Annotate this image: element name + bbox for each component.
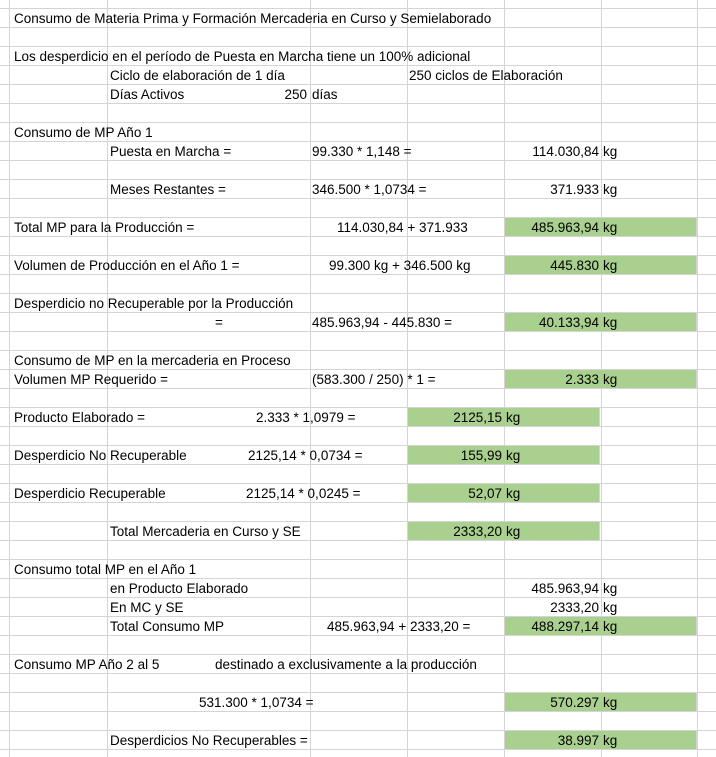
elaborado-total-value: 485.963,94 — [531, 581, 599, 596]
meses-value: 371.933 — [550, 182, 599, 197]
desperdicio-heading: Desperdicio no Recuperable por la Producción — [14, 296, 294, 311]
puesta-label: Puesta en Marcha = — [110, 144, 232, 159]
volumen-value: 445.830 — [550, 258, 599, 273]
puesta-unit: kg — [603, 144, 618, 159]
gridline-column — [310, 0, 311, 757]
year2-5-note: destinado a exclusivamente a la producción — [215, 657, 477, 672]
mc-total-value: 2333,20 — [550, 600, 599, 615]
meses-unit: kg — [603, 182, 618, 197]
no-recuperable-unit: kg — [506, 448, 521, 463]
puesta-value: 114.030,84 — [532, 144, 599, 159]
meses-label: Meses Restantes = — [110, 182, 226, 197]
total-mp-unit: kg — [603, 220, 618, 235]
year2-5-formula: 531.300 * 1,0734 = — [199, 695, 314, 710]
volumen-mp-value: 2.333 — [565, 372, 599, 387]
ciclo-value: 250 ciclos de Elaboración — [409, 68, 563, 83]
dias-value: 250 — [284, 87, 307, 102]
total-mp-label: Total MP para la Producción = — [14, 220, 195, 235]
elaborado-unit: kg — [506, 410, 521, 425]
desperdicios-label: Desperdicios No Recuperables = — [110, 733, 308, 748]
meses-formula: 346.500 * 1,0734 = — [312, 182, 427, 197]
volumen-formula: 99.300 kg + 346.500 kg — [329, 258, 471, 273]
year1-heading: Consumo de MP Año 1 — [14, 125, 153, 140]
total-consumo-label: Total Consumo MP — [110, 619, 225, 634]
volumen-mp-unit: kg — [603, 372, 618, 387]
desperdicios-value: 38.997 — [557, 733, 599, 748]
no-recuperable-formula: 2125,14 * 0,0734 = — [248, 448, 363, 463]
total-mp-formula: 114.030,84 + 371.933 — [337, 220, 468, 235]
recuperable-formula: 2125,14 * 0,0245 = — [246, 486, 361, 501]
elaborado-formula: 2.333 * 1,0979 = — [256, 410, 356, 425]
volumen-mp-label: Volumen MP Requerido = — [14, 372, 168, 387]
no-recuperable-label: Desperdicio No Recuperable — [14, 448, 187, 463]
gridline-column — [697, 0, 698, 757]
elaborado-total-label: en Producto Elaborado — [110, 581, 249, 596]
total-year1-heading: Consumo total MP en el Año 1 — [14, 562, 197, 577]
ciclo-label: Ciclo de elaboración de 1 día — [110, 68, 285, 83]
elaborado-value: 2125,15 — [453, 410, 502, 425]
total-consumo-formula: 485.963,94 + 2333,20 = — [327, 619, 471, 634]
total-mc-value: 2333,20 — [453, 524, 502, 539]
desperdicio-value: 40.133,94 — [538, 315, 599, 330]
elaborado-total-unit: kg — [603, 581, 618, 596]
total-consumo-unit: kg — [603, 619, 618, 634]
year2-5-value: 570.297 — [550, 695, 599, 710]
recuperable-unit: kg — [506, 486, 521, 501]
volumen-label: Volumen de Producción en el Año 1 = — [14, 258, 240, 273]
volumen-mp-formula: (583.300 / 250) * 1 = — [312, 372, 436, 387]
year2-5-heading: Consumo MP Año 2 al 5 — [14, 657, 160, 672]
mc-total-unit: kg — [603, 600, 618, 615]
total-consumo-value: 488.297,14 — [531, 619, 599, 634]
recuperable-value: 52,07 — [468, 486, 502, 501]
puesta-formula: 99.330 * 1,148 = — [312, 144, 412, 159]
desperdicios-unit: kg — [603, 733, 618, 748]
gridline-column — [9, 0, 10, 757]
desperdicio-unit: kg — [603, 315, 618, 330]
recuperable-label: Desperdicio Recuperable — [14, 486, 166, 501]
mc-total-label: En MC y SE — [110, 600, 184, 615]
total-mp-value: 485.963,94 — [531, 220, 599, 235]
total-mc-unit: kg — [506, 524, 521, 539]
no-recuperable-value: 155,99 — [460, 448, 502, 463]
desperdicio-equals: = — [215, 315, 223, 330]
proceso-heading: Consumo de MP en la mercaderia en Proceso — [14, 353, 291, 368]
total-mc-label: Total Mercaderia en Curso y SE — [110, 524, 301, 539]
volumen-unit: kg — [603, 258, 618, 273]
intro-line: Los desperdicio en el período de Puesta en Marcha tiene un 100% adicional — [14, 49, 471, 64]
year2-5-unit: kg — [603, 695, 618, 710]
dias-unit: días — [312, 87, 338, 102]
sheet-title: Consumo de Materia Prima y Formación Mercaderia en Curso y Semielaborado — [14, 11, 492, 26]
dias-label: Días Activos — [110, 87, 185, 102]
desperdicio-formula: 485.963,94 - 445.830 = — [312, 315, 452, 330]
elaborado-label: Producto Elaborado = — [14, 410, 145, 425]
